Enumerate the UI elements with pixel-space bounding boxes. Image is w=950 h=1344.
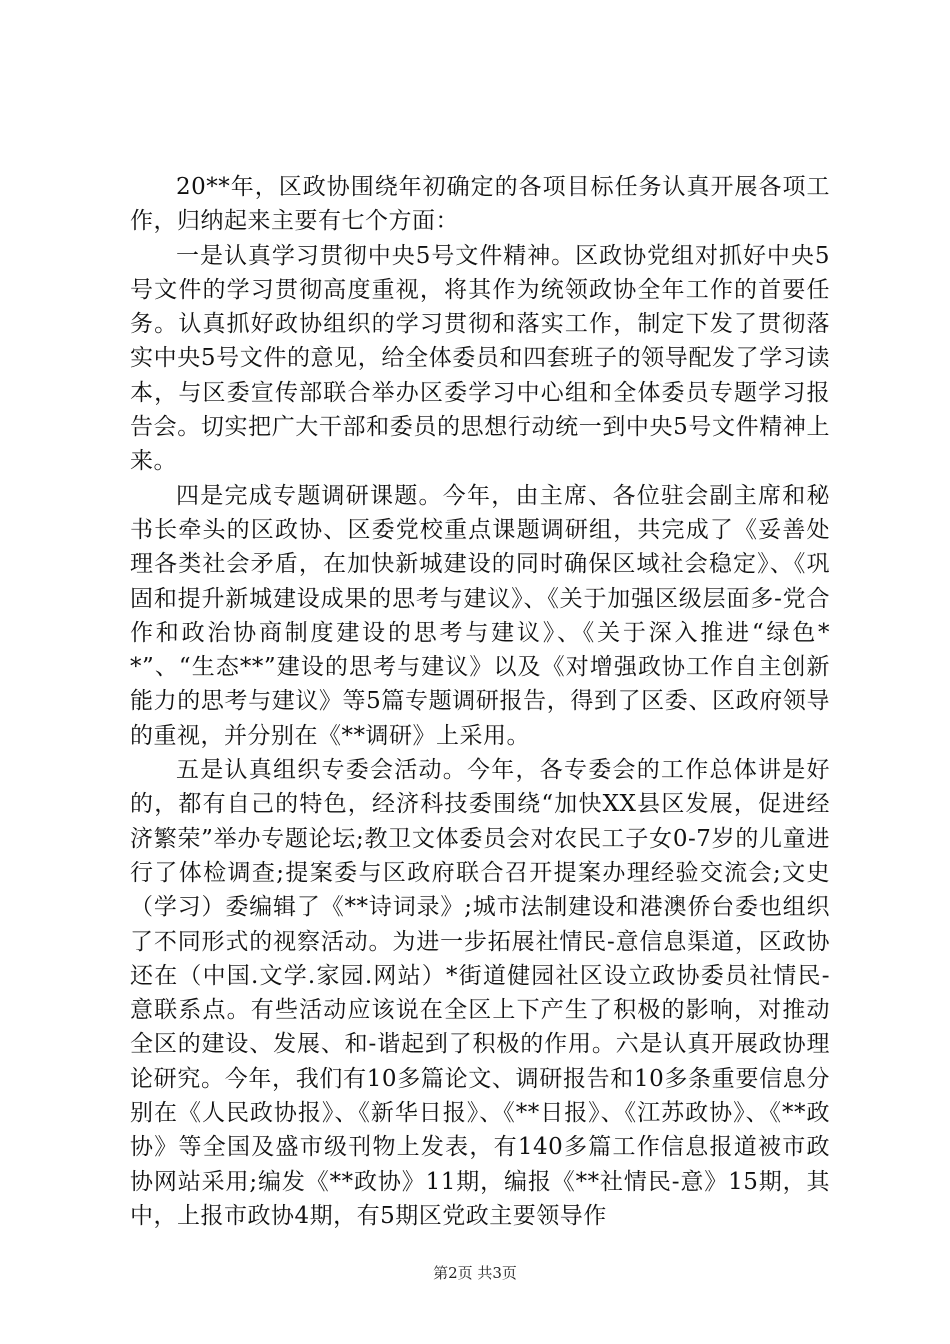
paragraph-intro: 20**年，区政协围绕年初确定的各项目标任务认真开展各项工作，归纳起来主要有七个方面：	[130, 174, 830, 235]
paragraph-study: 一是认真学习贯彻中央5号文件精神。区政协党组对抓好中央5号文件的学习贯彻高度重视，将其作为统领政协全年工作的首要任务。认真抓好政协组织的学习贯彻和落实工作，制定下发了贯彻落实中央5号文件的意见，给全体委员和四套班子的领导配发了学习读本，与区委宣传部联合举办区委学习中心组和全体委员专题学习报告会。切实把广大干部和委员的思想行动统一到中央5号文件精神上来。	[130, 242, 830, 475]
document-body	[130, 170, 830, 1233]
paragraph-research: 四是完成专题调研课题。今年，由主席、各位驻会副主席和秘书长牵头的区政协、区委党校重点课题调研组，共完成了《妥善处理各类社会矛盾，在加快新城建设的同时确保区域社会稳定》、《巩固和提升新城建设成果的思考与建议》、《关于加强区级层面多-党合作和政治协商制度建设的思考与建议》、《关于深入推进“绿色**”、“生态**”建设的思考与建议》以及《对增强政协工作自主创新能力的思考与建议》等5篇专题调研报告，得到了区委、区政府领导的重视，并分别在《**调研》上采用。	[130, 482, 830, 749]
page-footer: 第2页 共3页	[433, 1264, 517, 1282]
paragraph-committee: 五是认真组织专委会活动。今年，各专委会的工作总体讲是好的，都有自己的特色，经济科技委围绕“加快XX县区发展，促进经济繁荣”举办专题论坛;教卫文体委员会对农民工子女0-7岁的儿童进行了体检调查;提案委与区政府联合召开提案办理经验交流会;文史（学习）委编辑了《**诗词录》;城市法制建设和港澳侨台委也组织了不同形式的视察活动。为进一步拓展社情民-意信息渠道，区政协还在（中国.文学.家园.网站）*街道健园社区设立政协委员社情民-意联系点。有些活动应该说在全区上下产生了积极的影响，对推动全区的建设、发展、和-谐起到了积极的作用。六是认真开展政协理论研究。今年，我们有10多篇论文、调研报告和10多条重要信息分别在《人民政协报》、《新华日报》、《**日报》、《江苏政协》、《**政协》等全国及盛市级刊物上发表，有140多篇工作信息报道被市政协网站采用;编发《**政协》11期，编报《**社情民-意》15期，其中，上报市政协4期，有5期区党政主要领导作	[130, 757, 830, 1229]
